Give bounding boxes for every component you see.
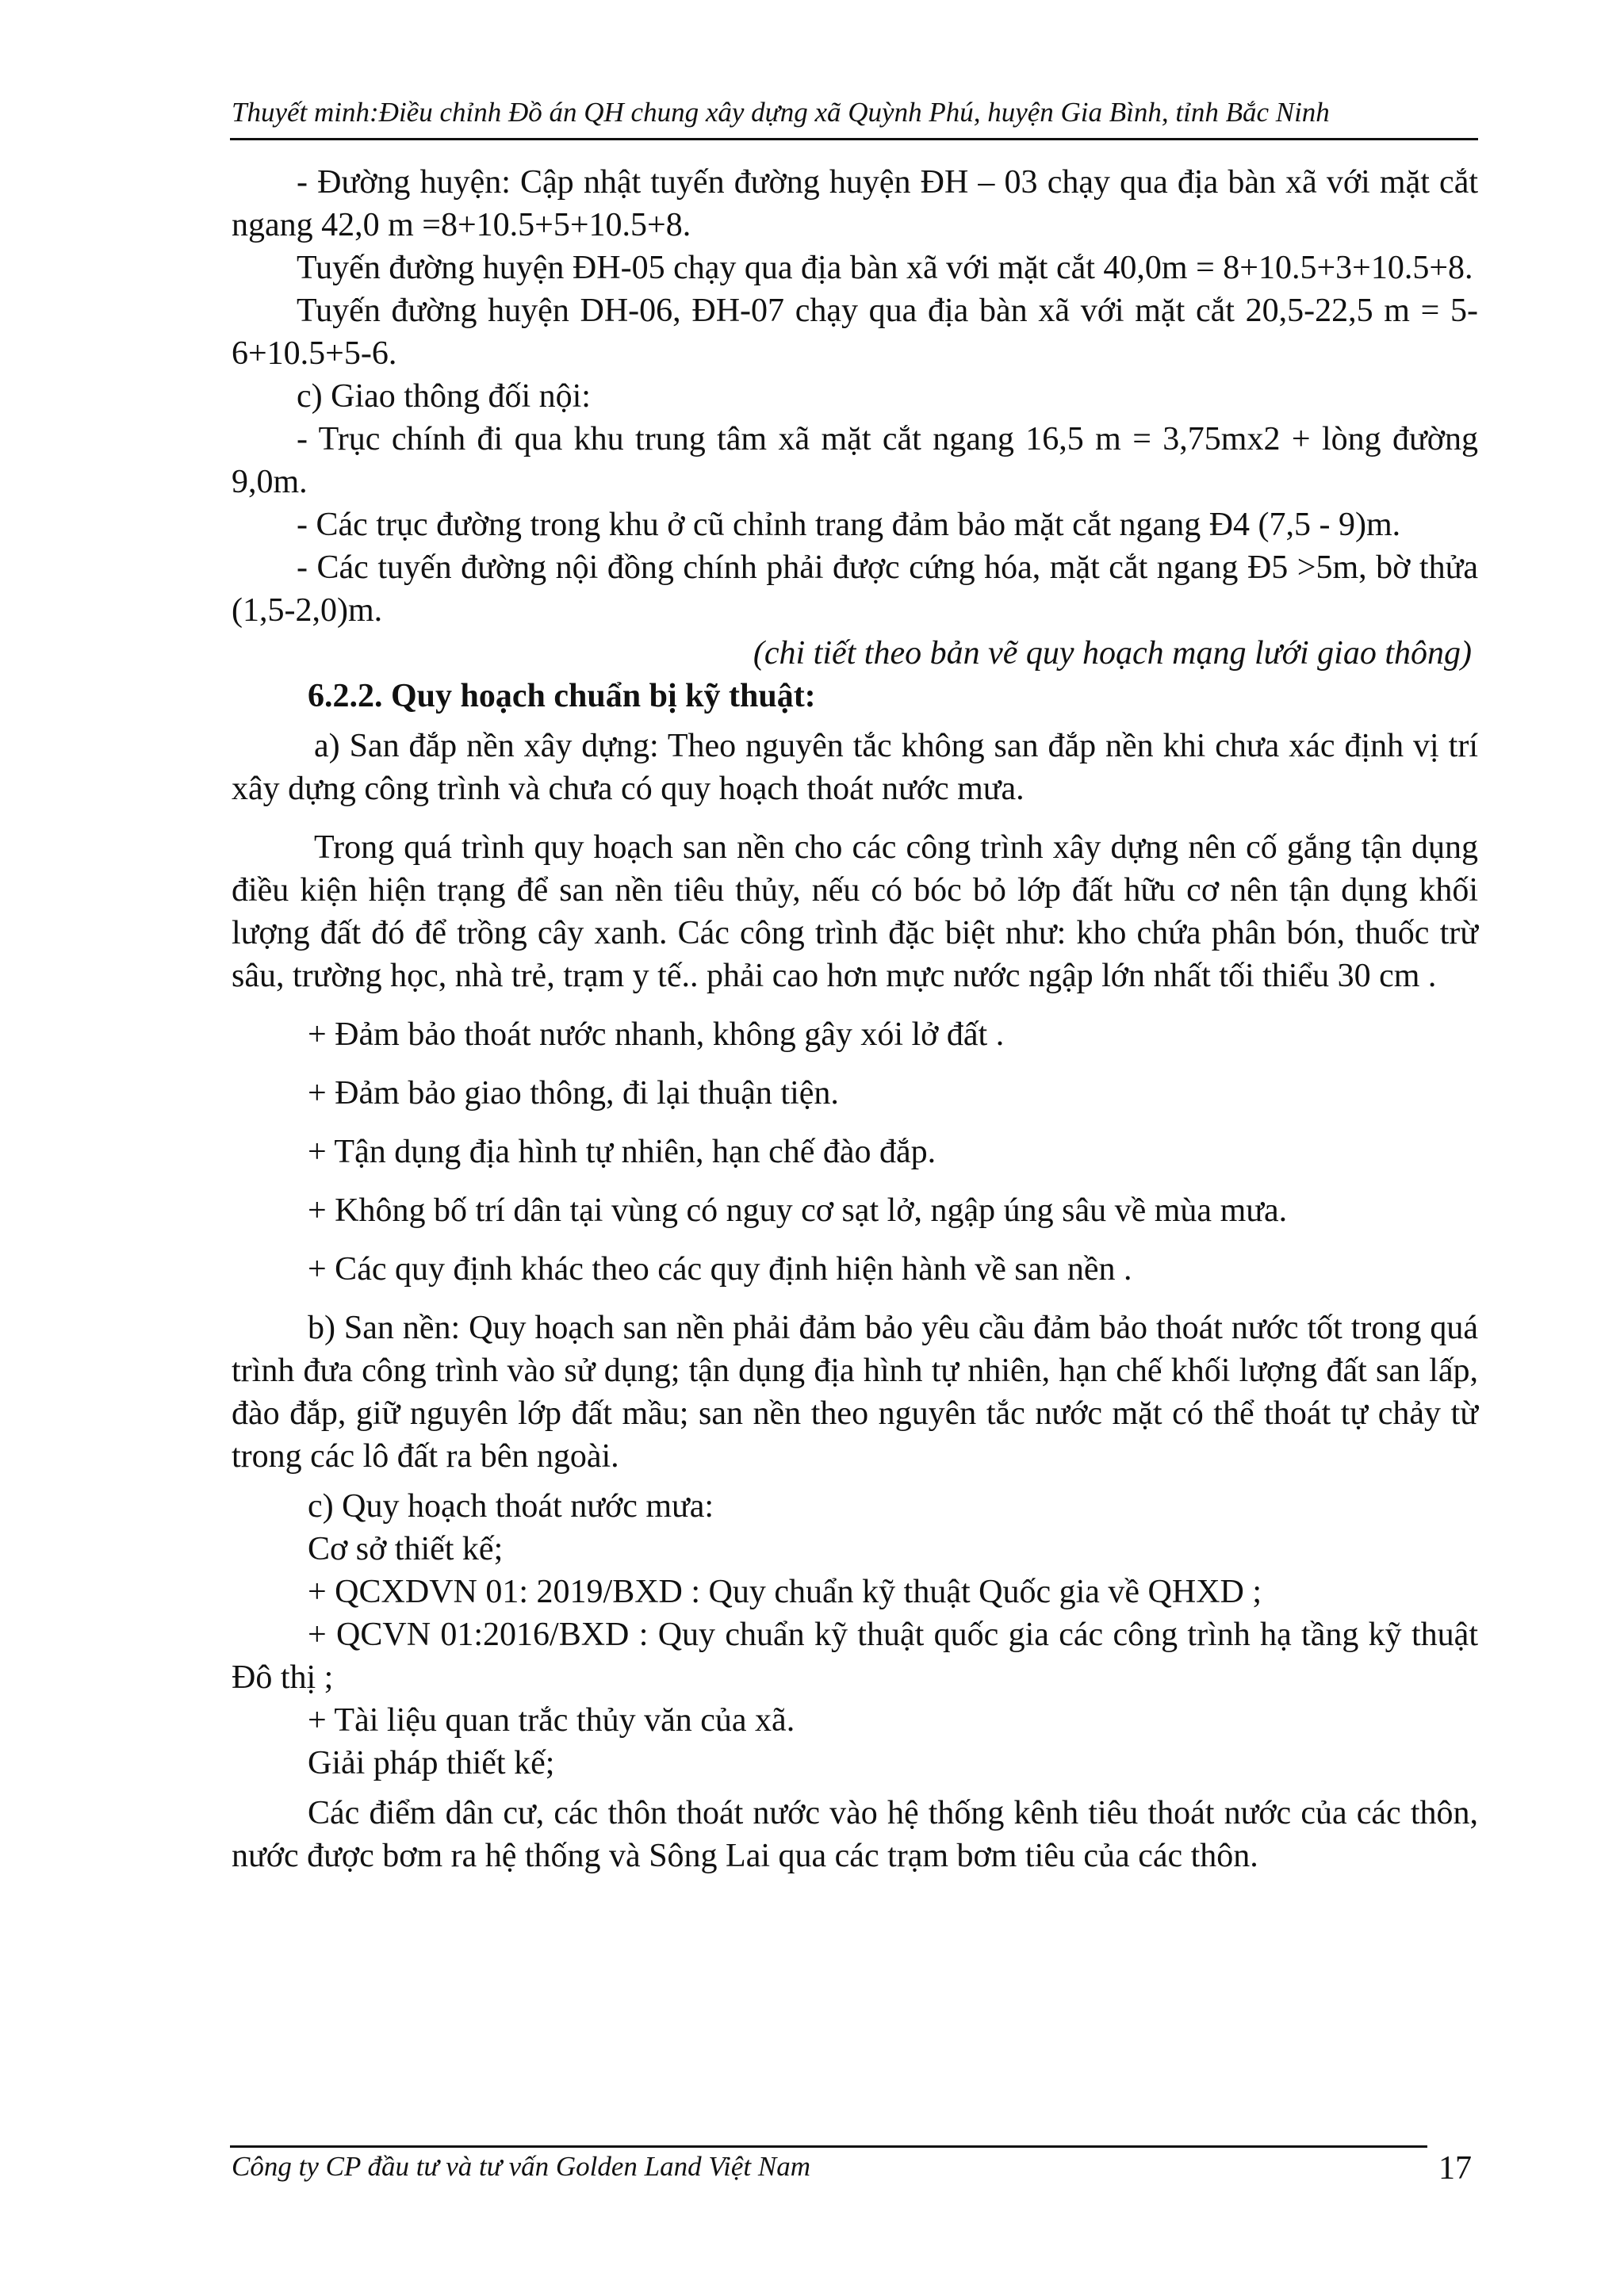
list-item-no-residents: + Không bố trí dân tại vùng có nguy cơ sạt lở, ngập úng sâu về mùa mưa. bbox=[308, 1192, 1288, 1229]
list-item-drainage: + Đảm bảo thoát nước nhanh, không gây xói lở đất . bbox=[308, 1016, 1005, 1053]
paragraph-ground-filling: a) San đắp nền xây dựng: Theo nguyên tắc không san đắp nền khi chưa xác định vị trí xây dựng công trình và chưa có quy hoạch thoát nước mưa. bbox=[232, 728, 1478, 807]
list-item-qcxdvn: + QCXDVN 01: 2019/BXD : Quy chuẩn kỹ thuật Quốc gia về QHXD ; bbox=[308, 1574, 1262, 1610]
paragraph-old-residential-roads: - Các trục đường trong khu ở cũ chỉnh trang đảm bảo mặt cắt ngang Đ4 (7,5 - 9)m. bbox=[297, 507, 1401, 543]
paragraph-rainwater-heading: c) Quy hoạch thoát nước mưa: bbox=[308, 1488, 714, 1525]
list-item-traffic: + Đảm bảo giao thông, đi lại thuận tiện. bbox=[308, 1075, 839, 1112]
footer-divider bbox=[230, 2145, 1427, 2148]
paragraph-district-road-dh06-dh07: Tuyến đường huyện DH-06, ĐH-07 chạy qua địa bàn xã với mặt cắt 20,5-22,5 m = 5-6+10.5+5-6. bbox=[232, 293, 1478, 372]
running-header: Thuyết minh:Điều chỉnh Đồ án QH chung xây dựng xã Quỳnh Phú, huyện Gia Bình, tỉnh Bắc Ninh bbox=[232, 97, 1330, 128]
paragraph-district-road-dh03: - Đường huyện: Cập nhật tuyến đường huyện ĐH – 03 chạy qua địa bàn xã với mặt cắt ngang 42,0 m =8+10.5+5+10.5+8. bbox=[232, 164, 1478, 243]
paragraph-district-road-dh05: Tuyến đường huyện ĐH-05 chạy qua địa bàn xã với mặt cắt 40,0m = 8+10.5+3+10.5+8. bbox=[297, 250, 1473, 286]
paragraph-field-roads: - Các tuyến đường nội đồng chính phải được cứng hóa, mặt cắt ngang Đ5 >5m, bờ thửa (1,5-2,0)m. bbox=[232, 549, 1478, 629]
list-item-other-regulations: + Các quy định khác theo các quy định hiện hành về san nền . bbox=[308, 1251, 1132, 1288]
paragraph-internal-traffic-heading: c) Giao thông đối nội: bbox=[297, 378, 591, 415]
paragraph-drainage-system: Các điểm dân cư, các thôn thoát nước vào hệ thống kênh tiêu thoát nước của các thôn, nước được bơm ra hệ thống và Sông Lai qua các trạm bơm tiêu của các thôn. bbox=[232, 1795, 1478, 1874]
page-number: 17 bbox=[1438, 2150, 1472, 2187]
list-item-hydrology: + Tài liệu quan trắc thủy văn của xã. bbox=[308, 1702, 795, 1739]
section-heading-6-2-2: 6.2.2. Quy hoạch chuẩn bị kỹ thuật: bbox=[308, 678, 816, 714]
list-item-terrain: + Tận dụng địa hình tự nhiên, hạn chế đào đắp. bbox=[308, 1134, 936, 1170]
list-item-qcvn: + QCVN 01:2016/BXD : Quy chuẩn kỹ thuật quốc gia các công trình hạ tầng kỹ thuật Đô thị ; bbox=[232, 1617, 1478, 1696]
paragraph-main-axis: - Trục chính đi qua khu trung tâm xã mặt cắt ngang 16,5 m = 3,75mx2 + lòng đường 9,0m. bbox=[232, 421, 1478, 500]
paragraph-ground-leveling: b) San nền: Quy hoạch san nền phải đảm bảo yêu cầu đảm bảo thoát nước tốt trong quá trình đưa công trình vào sử dụng; tận dụng địa hình tự nhiên, hạn chế khối lượng đất san lấp, đào đắp, giữ nguyên lớp đất mầu; san nền theo nguyên tắc nước mặt có thể thoát tự chảy từ trong các lô đất ra bên ngoài. bbox=[232, 1310, 1478, 1475]
paragraph-design-solution: Giải pháp thiết kế; bbox=[308, 1745, 555, 1781]
document-body bbox=[232, 161, 1478, 1877]
traffic-drawing-note: (chi tiết theo bản vẽ quy hoạch mạng lưới giao thông) bbox=[753, 635, 1472, 672]
header-divider bbox=[230, 138, 1478, 140]
paragraph-leveling-process: Trong quá trình quy hoạch san nền cho các công trình xây dựng nên cố gắng tận dụng điều kiện hiện trạng để san nền tiêu thủy, nếu có bóc bỏ lớp đất hữu cơ nên tận dụng khối lượng đất đó để trồng cây xanh. Các công trình đặc biệt như: kho chứa phân bón, thuốc trừ sâu, trường học, nhà trẻ, trạm y tế.. phải cao hơn mực nước ngập lớn nhất tối thiểu 30 cm . bbox=[232, 829, 1478, 994]
paragraph-design-basis: Cơ sở thiết kế; bbox=[308, 1531, 504, 1567]
footer-company: Công ty CP đầu tư và tư vấn Golden Land Việt Nam bbox=[232, 2151, 811, 2182]
